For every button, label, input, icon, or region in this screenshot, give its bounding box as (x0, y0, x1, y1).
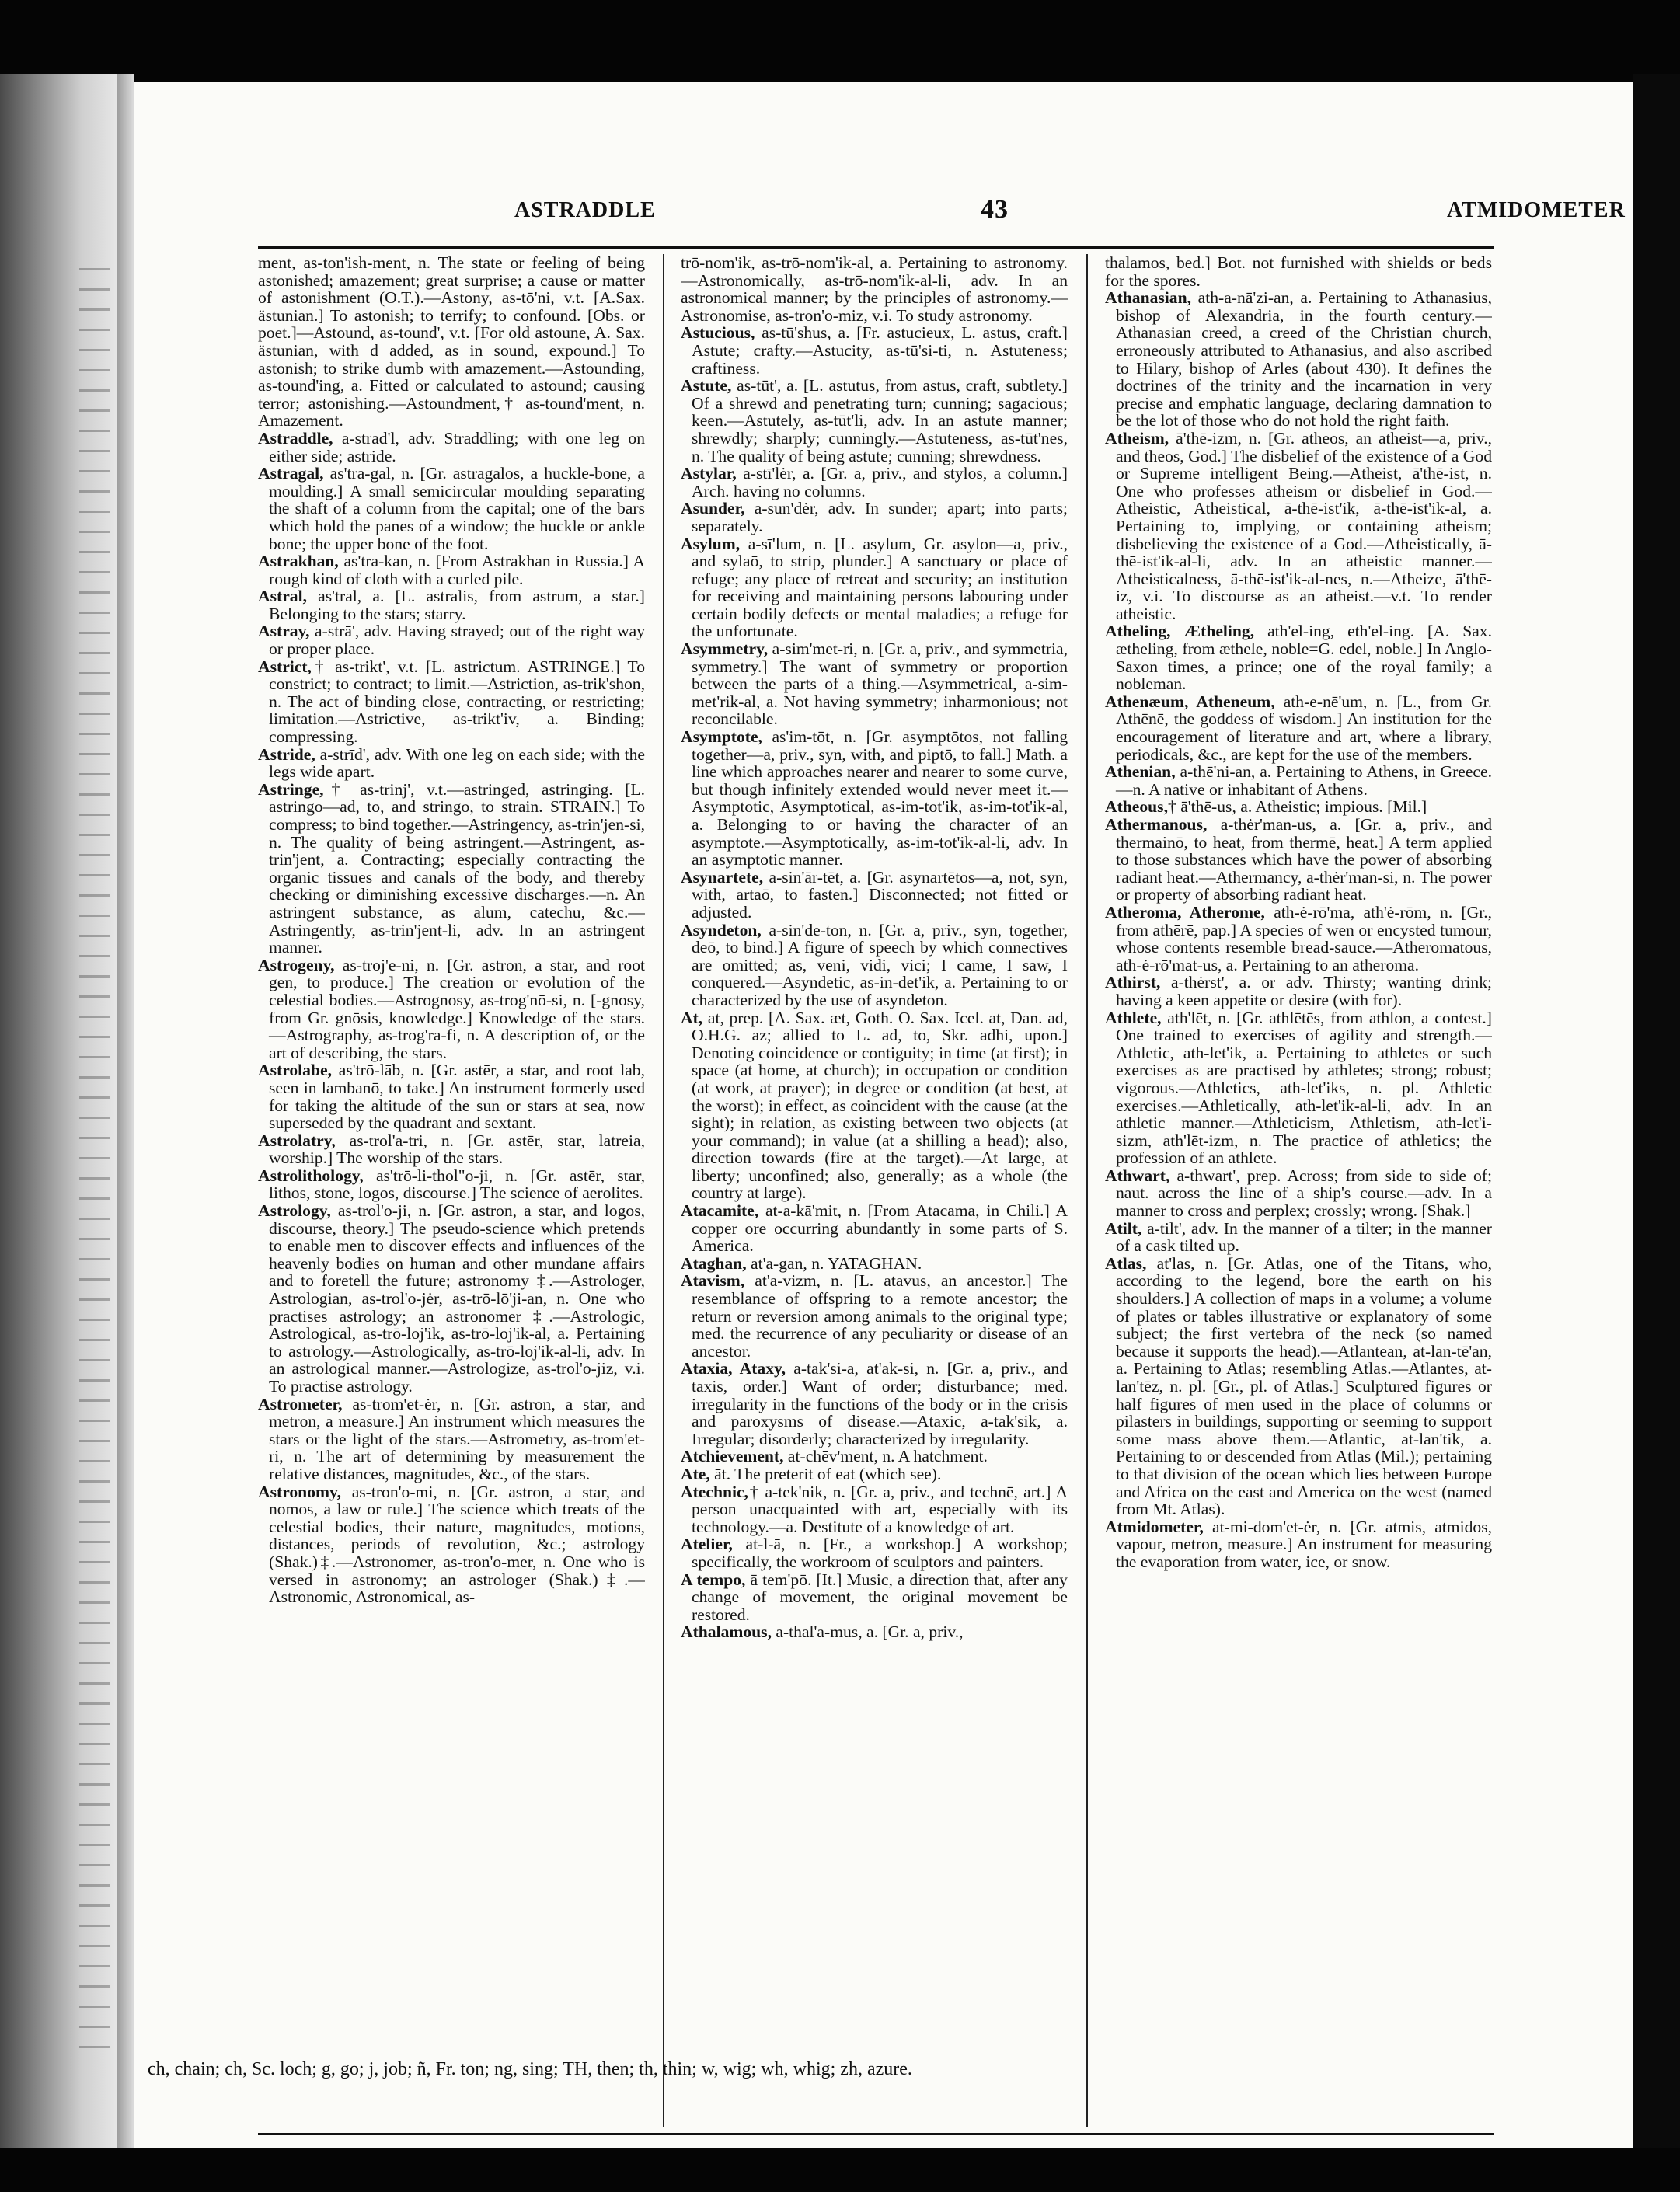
definition: as'trō-li-thol"o-ji, n. [Gr. astēr, star, lithos, stone, logos, discourse.] The science of aerolites. (269, 1166, 645, 1203)
definition: as'tra-kan, n. [From Astrakhan in Russia.] A rough kind of cloth with a curled pile. (269, 552, 645, 588)
headword: Athermanous, (1105, 815, 1208, 834)
running-head (258, 195, 1633, 241)
headword: Astrakhan, (258, 552, 339, 571)
definition: a-sī'lum, n. [L. asylum, Gr. asylon—a, priv., and sylaō, to strip, plunder.] A sanctuary or place of refuge; any place of retreat and security; an institution for receiving and maintaining persons labouring under certain bodily defects or mental maladies; a refuge for the unfortunate. (692, 534, 1068, 641)
dictionary-entry (1105, 1167, 1492, 1220)
dictionary-entry (681, 728, 1068, 869)
dictionary-entry: ment, as-ton'ish-ment, n. The state or feeling of being astonished; amazement; great surprise; a cause or matter of astonishment (O.T.).—Astony, as-tō'ni, v.t. [A.Sax. ästunian.] To astonish; to terrify; to confound. [Obs. or poet.]—Astound, as-tound', v.t. [For old astoune, A. Sax. ästunian, with d added, as in sound, expound.] To astonish; to strike dumb with amazement.—Astounding, as-tound'ing, a. Fitted or calculated to astound; causing terror; astonishing.—Astoundment,† as-tound'ment, n. Amazement. (258, 254, 645, 430)
dictionary-entry (258, 1061, 645, 1131)
definition: a-tak'si-a, at'ak-si, n. [Gr. a, priv., and taxis, order.] Want of order; disturbance; med. irregularity in the functions of the body or in the crisis and paroxysms of disease.—Ataxic, a-tak'sik, a. Irregular; disorderly; characterized by irregularity. (692, 1359, 1068, 1448)
headword: Atheroma, Atherome, (1105, 902, 1265, 922)
headword: Asunder, (681, 499, 745, 518)
column-divider (663, 254, 664, 2127)
book-gutter (117, 74, 134, 2148)
dictionary-entry: thalamos, bed.] Bot. not furnished with shields or beds for the spores. (1105, 254, 1492, 290)
definition: as-tū'shus, a. [Fr. astucieux, L. astus, craft.] Astute; crafty.—Astucity, as-tū'si-ti, n. Astuteness; craftiness. (692, 323, 1068, 378)
column-3 (1105, 254, 1492, 2127)
definition: † ā'thē-us, a. Atheistic; impious. [Mil.] (1168, 797, 1427, 817)
headword: Athalamous, (681, 1622, 772, 1642)
definition: at'a-gan, n. YATAGHAN. (746, 1253, 922, 1273)
dictionary-entry (258, 746, 645, 781)
dictionary-entry (681, 869, 1068, 922)
headword: Astray, (258, 622, 310, 641)
definition: a-thėrst', a. or adv. Thirsty; wanting drink; having a keen appetite or desire (with for). (1116, 973, 1492, 1009)
headword: Athirst, (1105, 973, 1161, 992)
headword: Astrometer, (258, 1394, 343, 1413)
dictionary-entry (681, 1272, 1068, 1360)
definition: at'las, n. [Gr. Atlas, one of the Titans, who, according to the legend, bore the earth on his shoulders.] A collection of maps in a volume; a volume of plates or tables illustrative or explanatory of some subject; the first vertebra of the neck (so named because it supports the head).—Atlantean, at-lan-tē'an, a. Pertaining to Atlas; resembling Atlas.—Atlantes, at-lan'tēz, n. pl. [Gr., pl. of Atlas.] Sculptured figures or half figures of men used in the place of columns or pilasters in buildings, supporting or seeming to support some mass above them.—Atlantic, at-lan'tik, a. Pertaining to or descended from Atlas (Mil.); pertaining to that division of the ocean which lies between Europe and Africa on the east and America on the west (named from Mt. Atlas). (1116, 1253, 1492, 1519)
dictionary-entry (681, 640, 1068, 728)
definition: a-thal'a-mus, a. [Gr. a, priv., (771, 1622, 964, 1642)
definition: a-thwart', prep. Across; from side to side of; naut. across the line of a ship's course.—adv. In a manner to cross and perplex; crossly; wrong. [Shak.] (1116, 1166, 1492, 1221)
definition: ā'thē-izm, n. [Gr. atheos, an atheist—a, priv., and theos, God.] The disbelief of the existence of a God or Supreme intelligent Being.—Atheist, ā'thē-ist, n. One who professes atheism or disbelief in God.—Atheistic, Atheistical, ā-thē-ist'ik, ā-thē-ist'ik-al, a. Pertaining to, implying, or containing atheism; disbelieving the existence of a God.—Atheistically, ā-thē-ist'ik-al-li, adv. In an atheistic manner.—Atheisticalness, ā-thē-ist'ik-al-nes, n.—Atheize, ā'thē-iz, v.i. To discourse as an atheist.—v.t. To render atheistic. (1116, 428, 1492, 623)
definition: a-sin'ār-tēt, a. [Gr. asynartētos—a, not, syn, with, artaō, to fasten.] Disconnected; not fitted or adjusted. (692, 867, 1068, 922)
headword: Athenæum, Atheneum, (1105, 692, 1275, 711)
dictionary-entry (258, 781, 645, 957)
headword: Atheous, (1105, 797, 1168, 817)
definition: as'trō-lāb, n. [Gr. astēr, a star, and root lab, seen in lambanō, to take.] An instrument formerly used for taking the altitude of the sun or stars at sea, now superseded by the quadrant and sextant. (269, 1061, 645, 1133)
headword: Asyndeton, (681, 920, 762, 939)
dictionary-entry (1105, 622, 1492, 692)
dictionary-entry (1105, 289, 1492, 430)
headword: Ate, (681, 1464, 710, 1483)
dictionary-entry (1105, 1220, 1492, 1255)
dictionary-entry (1105, 904, 1492, 974)
definition: a-strad'l, adv. Straddling; with one leg on either side; astride. (269, 428, 645, 465)
scan-border (1633, 74, 1680, 2148)
headword: Astute, (681, 376, 732, 396)
definition: as-tron'o-mi, n. [Gr. astron, a star, and nomos, a law or rule.] The science which treats of the celestial bodies, their nature, magnitudes, motions, distances, periods of revolution, &c.; astrology (Shak.)‡.—Astronomer, as-tron'o-mer, n. One who is versed in astronomy; an astrologer (Shak.)‡.—Astronomic, Astronomical, as- (269, 1482, 645, 1607)
footer-rule (258, 2133, 1494, 2135)
dictionary-entry (681, 1255, 1068, 1273)
headword: Astringe, (258, 779, 324, 799)
column-divider (1086, 254, 1088, 2127)
definition: † a-tek'nik, n. [Gr. a, priv., and technē, art.] A person unacquainted with art, especially with its technology.—a. Destitute of a knowledge of art. (692, 1482, 1068, 1536)
dictionary-entry (681, 377, 1068, 465)
dictionary-entry (258, 658, 645, 746)
headword: Athwart, (1105, 1166, 1170, 1185)
dictionary-entry (681, 1483, 1068, 1536)
dictionary-columns (258, 254, 1494, 2131)
definition: ath-e-nē'um, n. [L., from Gr. Athēnē, the goddess of wisdom.] An institution for the encouragement of literature and art, where a library, periodicals, &c., are kept for the use of the members. (1116, 692, 1492, 764)
dictionary-entry (1105, 1009, 1492, 1167)
dictionary-entry (258, 1132, 645, 1167)
dictionary-entry (681, 465, 1068, 500)
headword: Asynartete, (681, 867, 764, 887)
definition: a-stī'lėr, a. [Gr. a, priv., and stylos, a column.] Arch. having no columns. (692, 464, 1068, 500)
headword: Ataxia, Ataxy, (681, 1359, 786, 1378)
headword: Atelier, (681, 1535, 733, 1554)
headword: Astrolithology, (258, 1166, 364, 1185)
running-head-first-word: ASTRADDLE (514, 198, 656, 222)
definition: a-sim'met-ri, n. [Gr. a, priv., and symmetria, symmetry.] The want of symmetry or proportion between the parts of a thing.—Asymmetrical, a-sim-met'rik-al, a. Not having symmetry; inharmonious; not reconcilable. (692, 639, 1068, 729)
previous-page-text-edge (79, 268, 110, 2055)
dictionary-entry (681, 1360, 1068, 1448)
definition: a-tilt', adv. In the manner of a tilter; in the manner of a cask tilted up. (1116, 1218, 1492, 1256)
definition: a-thē'ni-an, a. Pertaining to Athens, in Greece.—n. A native or inhabitant of Athens. (1116, 762, 1492, 799)
headword: Atacamite, (681, 1201, 759, 1221)
dictionary-entry (681, 1465, 1068, 1483)
page-number: 43 (981, 195, 1009, 224)
headword: Astraddle, (258, 428, 333, 448)
dictionary-entry (681, 535, 1068, 641)
headword: Atheling, Ætheling, (1105, 622, 1255, 641)
dictionary-entry (258, 465, 645, 552)
headword: Astrogeny, (258, 955, 335, 974)
definition: † as-trikt', v.t. [L. astrictum. ASTRINGE.] To constrict; to contract; to limit.—Astriction, as-trik'shon, n. The act of binding close, contracting, or restricting; limitation.—Astrictive, as-trikt'iv, a. Binding; compressing. (269, 657, 645, 747)
headword: Astrolabe, (258, 1061, 332, 1080)
definition: ath-a-nā'zi-an, a. Pertaining to Athanasius, bishop of Alexandria, in the fourth century.—Athanasian creed, a creed of the Christian church, erroneously attributed to Athanasius, and also ascribed to Hilary, bishop of Arles (about 430). It defines the doctrines of the trinity and the incarnation in very precise and emphatic language, declaring damnation to be the lot of those who do not hold the right faith. (1116, 288, 1492, 430)
definition: at-a-kā'mit, n. [From Atacama, in Chili.] A copper ore occurring abundantly in some parts of S. America. (692, 1201, 1068, 1256)
headword: Astride, (258, 744, 315, 764)
dictionary-entry (258, 1396, 645, 1483)
dictionary-entry (1105, 1255, 1492, 1518)
dictionary-entry (681, 1571, 1068, 1624)
definition: a-thėr'man-us, a. [Gr. a, priv., and thermainō, to heat, from thermē, heat.] A term applied to those substances which have the power of absorbing radiant heat.—Athermancy, a-thėr'man-si, n. The power or property of absorbing radiant heat. (1116, 815, 1492, 904)
dictionary-page (134, 82, 1633, 2148)
dictionary-entry (681, 1535, 1068, 1570)
dictionary-entry (258, 622, 645, 657)
dictionary-entry (1105, 798, 1492, 816)
definition: as-tūt', a. [L. astutus, from astus, craft, subtlety.] Of a shrewd and penetrating turn; cunning; sagacious; keen.—Astutely, as-tūt'li, adv. In an astute manner; shrewdly; sharply; cunningly.—Astuteness, as-tūt'nes, n. The quality of being astute; cunning; shrewdness. (692, 376, 1068, 465)
headword: Atlas, (1105, 1253, 1147, 1273)
dictionary-entry (258, 587, 645, 622)
headword: Atmidometer, (1105, 1517, 1204, 1536)
definition: as-trol'o-ji, n. [Gr. astron, a star, and logos, discourse, theory.] The pseudo-science which pretends to enable men to discover effects and influences of the heavenly bodies on human and other mundane affairs and to foretell the future; astronomy ‡.—Astrologer, Astrologian, as-trol'o-jėr, as-trō-lō'ji-an, n. One who practises astrology; an astronomer ‡.—Astrologic, Astrological, as-trō-loj'ik, as-trō-loj'ik-al, a. Pertaining to astrology.—Astrologically, as-trō-loj'ik-al-li, adv. In an astrological manner.—Astrologize, as-trol'o-jiz, v.i. To practise astrology. (269, 1201, 645, 1396)
definition: as'tral, a. [L. astralis, from astrum, a star.] Belonging to the stars; starry. (269, 587, 645, 623)
definition: at-chēv'ment, n. A hatchment. (783, 1447, 988, 1466)
headword: Atheism, (1105, 428, 1169, 448)
dictionary-entry (1105, 974, 1492, 1009)
headword: Asymmetry, (681, 639, 769, 659)
headword: Athenian, (1105, 762, 1176, 782)
dictionary-entry: trō-nom'ik, as-trō-nom'ik-al, a. Pertaining to astronomy.—Astronomically, as-trō-nom'ik-al-li, adv. In an astronomical manner; by the principles of astronomy.—Astronomise, as-tron'o-miz, v.i. To study astronomy. (681, 254, 1068, 325)
definition: āt. The preterit of eat (which see). (709, 1464, 942, 1483)
definition: ath'el-ing, eth'el-ing. [A. Sax. ætheling, from æthele, noble=G. edel, noble.] In Anglo-Saxon times, a prince; one of the royal family; a nobleman. (1116, 622, 1492, 694)
dictionary-entry (1105, 763, 1492, 798)
dictionary-entry (258, 1167, 645, 1202)
headword: Athanasian, (1105, 288, 1192, 308)
column-1 (258, 254, 645, 2127)
definition: as-trom'et-ėr, n. [Gr. astron, a star, and metron, a measure.] An instrument which measures the stars or the light of the stars.—Astrometry, as-trom'et-ri, n. The art of determining by measurement the relative distances, magnitudes, &c., of the stars. (269, 1394, 645, 1483)
headword: Astrolatry, (258, 1131, 336, 1150)
headword: Atilt, (1105, 1218, 1142, 1238)
running-head-last-word: ATMIDOMETER (1447, 198, 1626, 222)
column-2 (681, 254, 1068, 2127)
dictionary-entry (258, 1483, 645, 1606)
dictionary-entry (1105, 1518, 1492, 1571)
dictionary-entry (1105, 816, 1492, 904)
dictionary-entry (258, 430, 645, 465)
definition: as-trol'a-tri, n. [Gr. astēr, star, latreia, worship.] The worship of the stars. (269, 1131, 645, 1168)
definition: at'a-vizm, n. [L. atavus, an ancestor.] The resemblance of offspring to a remote ancestor; the return or reversion among animals to the original type; med. the recurrence of any peculiarity or disease of an ancestor. (692, 1271, 1068, 1361)
headword: Asylum, (681, 534, 741, 553)
dictionary-entry (681, 1009, 1068, 1203)
definition: a-sun'dėr, adv. In sunder; apart; into parts; separately. (692, 499, 1068, 535)
dictionary-entry (258, 552, 645, 587)
dictionary-entry (681, 1448, 1068, 1465)
dictionary-entry (258, 957, 645, 1062)
definition: a-strīd', adv. With one leg on each side; with the legs wide apart. (269, 744, 645, 782)
pronunciation-key: ch, chain; ch, Sc. loch; g, go; j, job; ñ, Fr. ton; ng, sing; TH, then; th, thin; w, wig; wh, whig; zh, azure. (148, 2059, 912, 2079)
headword: Astucious, (681, 323, 755, 343)
headword: Atavism, (681, 1271, 745, 1291)
previous-page-edge (0, 74, 117, 2148)
headword: A tempo, (681, 1570, 746, 1589)
definition: a-strā', adv. Having strayed; out of the right way or proper place. (269, 622, 645, 659)
definition: at, prep. [A. Sax. æt, Goth. O. Sax. Icel. at, Dan. ad, O.H.G. az; allied to L. ad, to, Skr. adhi, upon.] Denoting coincidence or contiguity; in time (at first); in space (at home, at church); in occupation or condition (at work, at prayer); in degree or condition (at best, at the worst); in effect, as coincident with the cause (at the sight); in relation, as existing between two objects (at your command); in value (at a shilling a head); also, direction towards (fire at the target).—At large, at liberty; unconfined; also, generally; as a whole (the country at large). (692, 1008, 1068, 1203)
headword: Astral, (258, 587, 307, 606)
definition: at-mi-dom'et-ėr, n. [Gr. atmis, atmidos, vapour, metron, measure.] An instrument for measuring the evaporation from water, ice, or snow. (1116, 1517, 1492, 1571)
definition: ath-ė-rō'ma, ath'ė-rōm, n. [Gr., from athērē, pap.] A species of wen or encysted tumour, whose contents resemble bread-sauce.—Atheromatous, ath-ė-rō'mat-us, a. Pertaining to an atheroma. (1116, 902, 1492, 974)
dictionary-entry (1105, 693, 1492, 763)
dictionary-entry (258, 1202, 645, 1396)
headword: Astragal, (258, 464, 324, 483)
dictionary-entry (681, 1202, 1068, 1255)
definition: as'tra-gal, n. [Gr. astragalos, a huckle-bone, a moulding.] A small semicircular moulding separating the shaft of a column from the capital; one of the bars which hold the panes of a window; the huckle or ankle bone; the upper bone of the foot. (269, 464, 645, 553)
definition: ath'lēt, n. [Gr. athlētēs, from athlon, a contest.] One trained to exercises of agility and strength.—Athletic, ath-let'ik, a. Pertaining to athletes or such exercises as are practised by athletes; strong; robust; vigorous.—Athletics, ath-let'iks, n. pl. Athletic exercises.—Athletically, ath-let'ik-al-li, adv. In an athletic manner.—Athleticism, Athletism, ath-let'i-sizm, ath'lēt-izm, n. The practice of athletics; the profession of an athlete. (1116, 1008, 1492, 1168)
headword: Astrict, (258, 657, 312, 676)
headword: Astrology, (258, 1201, 331, 1221)
header-rule (258, 246, 1494, 249)
dictionary-entry (681, 324, 1068, 377)
headword: Astylar, (681, 464, 737, 483)
definition: as'im-tōt, n. [Gr. asymptōtos, not falling together—a, priv., syn, with, and piptō, to fall.] Math. a line which approaches nearer and nearer to some curve, but though infinitely extended would never meet it.—Asymptotic, Asymptotical, as-im-tot'ik, as-im-tot'ik-al, a. Belonging to or having the character of an asymptote.—Asymptotically, as-im-tot'ik-al-li, adv. In an asymptotic manner. (692, 727, 1068, 869)
definition: as-troj'e-ni, n. [Gr. astron, a star, and root gen, to produce.] The creation or evolution of the celestial bodies.—Astrognosy, as-trog'nō-si, n. [-gnosy, from Gr. gnōsis, knowledge.] Knowledge of the stars.—Astrography, as-trog'ra-fi, n. A description of, or the art of describing, the stars. (269, 955, 645, 1062)
headword: Astronomy, (258, 1482, 341, 1501)
definition: at-l-ā, n. [Fr., a workshop.] A workshop; specifically, the workroom of sculptors and painters. (692, 1535, 1068, 1571)
headword: At, (681, 1008, 703, 1027)
definition: † as-trinj', v.t.—astringed, astringing. [L. astringo—ad, to, and stringo, to strain. STRAIN.] To compress; to bind together.—Astringency, as-trin'jen-si, n. The quality of being astringent.—Astringent, as-trin'jent, a. Contracting; especially contracting the organic tissues and canals of the body, and thereby checking or diminishing excessive discharges.—n. An astringent substance, as alum, catechu, &c.—Astringently, as-trin'jent-li, adv. In an astringent manner. (269, 779, 645, 957)
headword: Asymptote, (681, 727, 762, 747)
dictionary-entry (681, 1623, 1068, 1641)
definition: ā tem'pō. [It.] Music, a direction that, after any change of movement, the original movement be restored. (692, 1570, 1068, 1624)
headword: Atchievement, (681, 1447, 784, 1466)
dictionary-entry (681, 500, 1068, 535)
definition: a-sin'de-ton, n. [Gr. a, priv., syn, together, deō, to bind.] A figure of speech by which connectives are omitted; as, veni, vidi, vici; I came, I saw, I conquered.—Asyndetic, as-in-det'ik, a. Pertaining to or characterized by the use of asyndeton. (692, 920, 1068, 1009)
dictionary-entry (681, 922, 1068, 1009)
dictionary-entry (1105, 430, 1492, 623)
headword: Atechnic, (681, 1482, 748, 1501)
headword: Ataghan, (681, 1253, 747, 1273)
headword: Athlete, (1105, 1008, 1162, 1027)
